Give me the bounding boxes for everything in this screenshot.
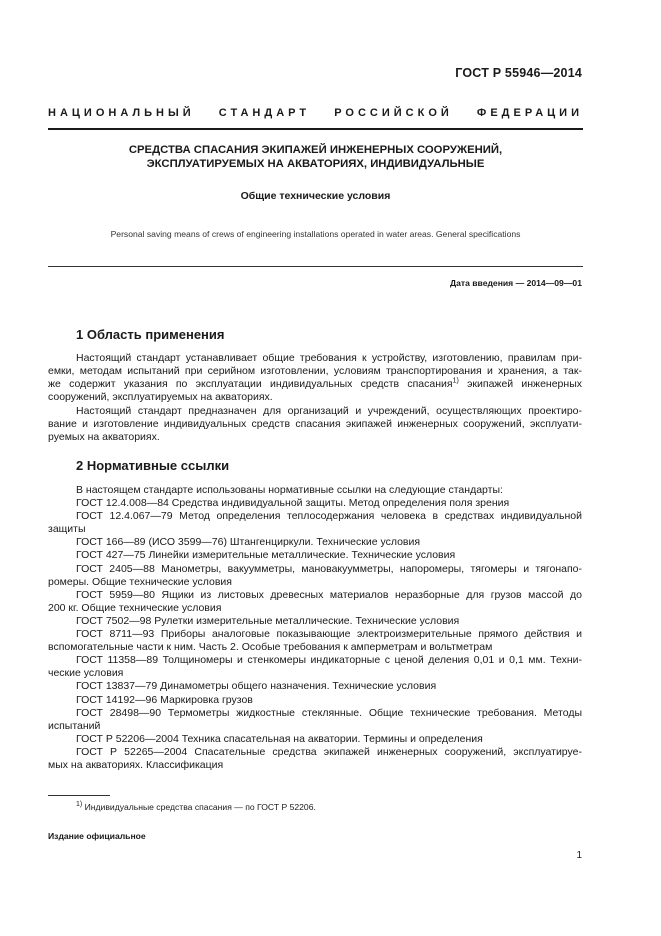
reference-line: ГОСТ 5959—80 Ящики из листовых древесных материалов неразборные для грузов массой до — [76, 588, 582, 601]
reference-line: ГОСТ 11358—89 Толщиномеры и стенкомеры индикаторные с ценой деления 0,01 и 0,1 мм. Техни- — [76, 654, 582, 667]
footnote-divider — [48, 795, 110, 796]
title-line-1: СРЕДСТВА СПАСАНИЯ ЭКИПАЖЕЙ ИНЖЕНЕРНЫХ СООРУЖЕНИЙ, — [128, 144, 503, 156]
section-1-heading: 1 Область применения — [76, 327, 225, 342]
reference-line: ГОСТ 14192—96 Маркировка грузов — [76, 693, 253, 706]
document-number: ГОСТ Р 55946—2014 — [455, 66, 582, 80]
text-line: Настоящий стандарт предназначен для организаций и учреждений, осуществляющих проектиро- — [76, 405, 582, 417]
section-1-paragraph-2 — [48, 405, 582, 444]
text-fragment: же содержит указания по эксплуатации индивидуальных средств спасания — [48, 378, 453, 391]
reference-line: ГОСТ 8711—93 Приборы аналоговые показывающие электроизмерительные прямого действия и — [76, 628, 582, 641]
reference-line: ГОСТ 166—89 (ИСО 3599—76) Штангенциркули. Технические условия — [76, 536, 421, 549]
text-line: емки, методам испытаний при серийном изготовлении, условиям транспортирования и хранения, а так- — [48, 365, 582, 378]
title-line-2: ЭКСПЛУАТИРУЕМЫХ НА АКВАТОРИЯХ, ИНДИВИДУАЛЬНЫЕ — [146, 158, 485, 170]
footnote-mark: 1) — [76, 801, 83, 809]
reference-line: ГОСТ 2405—88 Манометры, вакуумметры, мановакуумметры, напоромеры, тягомеры и тягонапо- — [76, 562, 582, 575]
reference-line: 200 кг. Общие технические условия — [48, 601, 222, 614]
text-line: сооружений, эксплуатируемых на акваториях. — [48, 391, 273, 404]
reference-line: ромеры. Общие технические условия — [48, 575, 232, 588]
section-1-paragraph-1 — [48, 352, 582, 404]
reference-line: ГОСТ 12.4.067—79 Метод определения теплосодержания человека в средствах индивидуальной — [76, 510, 582, 523]
reference-line: испытаний — [48, 719, 101, 732]
reference-line: ГОСТ 12.4.008—84 Средства индивидуальной защиты. Метод определения поля зрения — [76, 497, 510, 510]
official-publication-label: Издание официальное — [48, 831, 146, 841]
text-line — [48, 378, 582, 391]
footnote-reference: 1) — [452, 377, 459, 385]
reference-line: ГОСТ 427—75 Линейки измерительные металлические. Технические условия — [76, 549, 456, 562]
title-divider — [48, 266, 583, 267]
document-subtitle: Общие технические условия — [240, 190, 391, 202]
introduction-date: Дата введения — 2014—09—01 — [449, 278, 582, 288]
reference-line: ческие условия — [48, 667, 124, 680]
normative-references-list — [48, 484, 582, 772]
reference-line: ГОСТ 13837—79 Динамометры общего назначения. Технические условия — [76, 680, 437, 693]
footnote-text: Индивидуальные средства спасания — по ГОСТ Р 52206. — [82, 802, 316, 812]
header-divider — [48, 128, 583, 130]
page-number: 1 — [576, 850, 582, 861]
english-title: Personal saving means of crews of engineering installations operated in water areas. General specifications — [110, 229, 521, 239]
reference-line: ГОСТ 28498—90 Термометры жидкостные стеклянные. Общие технические требования. Методы — [76, 706, 582, 719]
national-standard-heading: НАЦИОНАЛЬНЫЙ СТАНДАРТ РОССИЙСКОЙ ФЕДЕРАЦИИ — [48, 107, 583, 119]
document-title — [48, 143, 583, 171]
reference-line: ГОСТ 7502—98 Рулетки измерительные металлические. Технические условия — [76, 614, 460, 627]
footnote — [76, 802, 316, 812]
section-2-heading: 2 Нормативные ссылки — [76, 458, 230, 473]
reference-line: вспомогательные части к ним. Часть 2. Особые требования к амперметрам и вольтметрам — [48, 641, 493, 654]
text-fragment: экипажей инженерных — [458, 378, 582, 391]
reference-line: ГОСТ Р 52265—2004 Спасательные средства экипажей инженерных сооружений, эксплуатируе- — [76, 745, 582, 758]
reference-line: защиты — [48, 523, 86, 536]
text-line: Настоящий стандарт устанавливает общие требования к устройству, изготовлению, правилам при- — [76, 352, 582, 364]
reference-line: В настоящем стандарте использованы нормативные ссылки на следующие стандарты: — [76, 484, 503, 496]
reference-line: ГОСТ Р 52206—2004 Техника спасательная на акватории. Термины и определения — [76, 732, 483, 745]
text-line: руемых на акваториях. — [48, 431, 160, 444]
text-line: вание и изготовление индивидуальных средств спасания экипажей инженерных сооружений, эксплуати- — [48, 418, 582, 431]
reference-line: мых на акваториях. Классификация — [48, 758, 224, 771]
